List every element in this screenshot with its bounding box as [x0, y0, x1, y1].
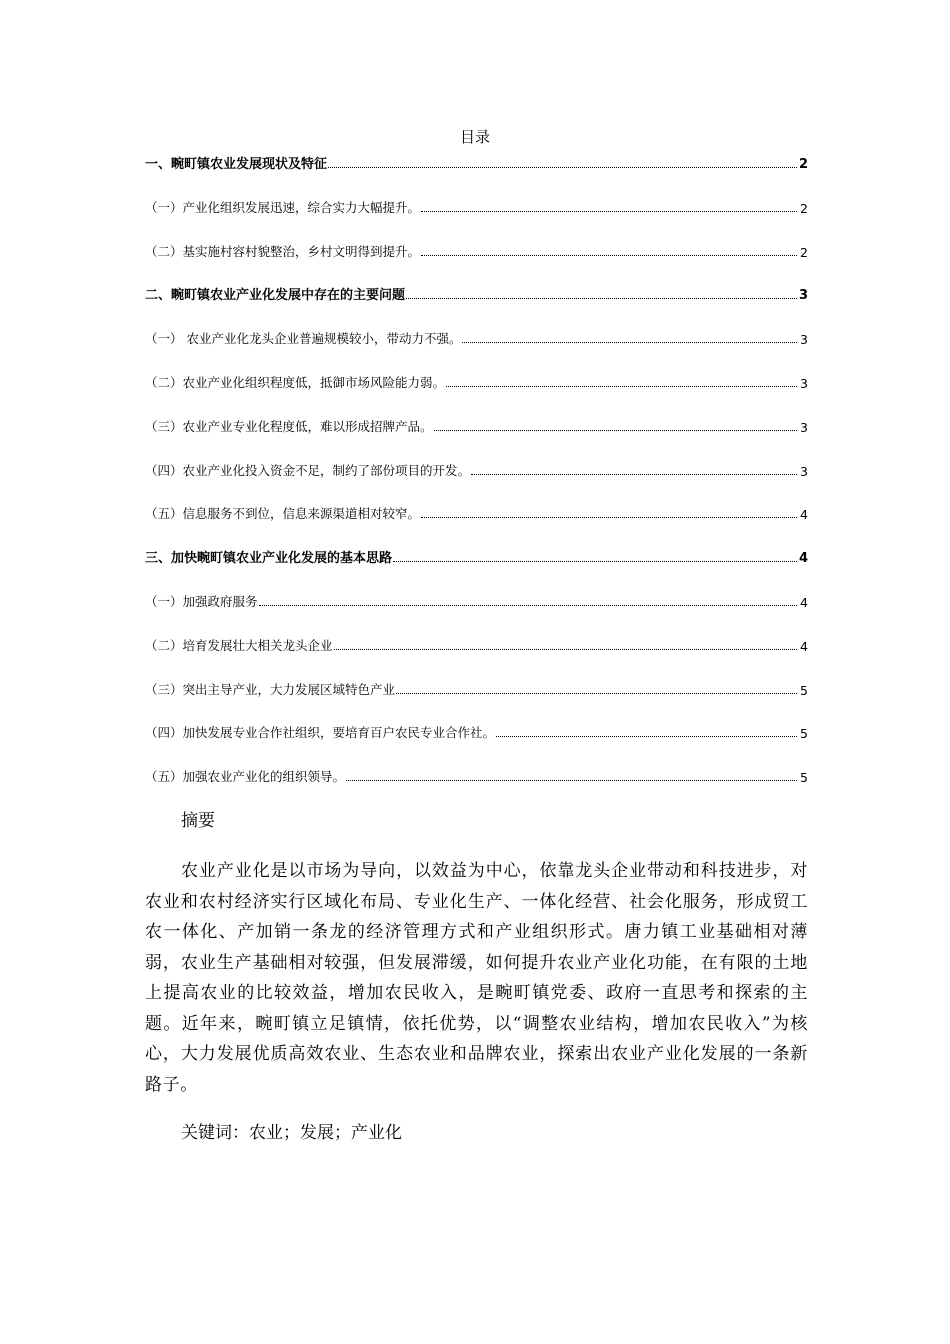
- toc-entry-label: （一）加强政府服务: [145, 593, 258, 609]
- toc-entry[interactable]: [145, 172, 808, 216]
- toc-entry[interactable]: [145, 435, 808, 479]
- toc-entry[interactable]: [145, 150, 808, 172]
- toc-leader-dots: [446, 386, 797, 387]
- toc-entry-page: 5: [800, 726, 808, 742]
- toc-entry-label: （五）加强农业产业化的组织领导。: [145, 769, 346, 785]
- toc-entry[interactable]: [145, 260, 808, 304]
- toc-entry-page: 2: [800, 200, 808, 216]
- toc-entry-label: （四）农业产业化投入资金不足，制约了部份项目的开发。: [145, 462, 471, 478]
- toc-leader-dots: [421, 211, 797, 212]
- toc-entry[interactable]: [145, 522, 808, 566]
- toc-leader-dots: [393, 561, 797, 562]
- toc-entry[interactable]: [145, 216, 808, 260]
- toc-entry-page: 3: [798, 288, 808, 304]
- toc-leader-dots: [259, 605, 797, 606]
- toc-entry-label: （二）培育发展壮大相关龙头企业: [145, 637, 333, 653]
- toc-entry-page: 4: [800, 638, 808, 654]
- toc-leader-dots: [396, 693, 797, 694]
- toc-title: 目录: [459, 128, 490, 146]
- toc-entry[interactable]: [145, 741, 808, 785]
- toc-leader-dots: [434, 430, 797, 431]
- toc-entry-page: 3: [800, 375, 808, 391]
- abstract-section: [145, 806, 808, 1148]
- toc-entry-label: （三）突出主导产业，大力发展区域特色产业: [145, 681, 396, 697]
- toc-entry-label: 二、畹町镇农业产业化发展中存在的主要问题: [145, 288, 406, 304]
- toc-entry[interactable]: [145, 303, 808, 347]
- toc-leader-dots: [334, 649, 797, 650]
- toc-entry-label: （二）基实施村容村貌整治，乡村文明得到提升。: [145, 243, 421, 259]
- toc-leader-dots: [328, 167, 797, 168]
- toc-leader-dots: [462, 342, 797, 343]
- toc-entry-label: （二）农业产业化组织程度低，抵御市场风险能力弱。: [145, 374, 446, 390]
- toc-entry[interactable]: [145, 391, 808, 435]
- toc-entry-page: 2: [798, 157, 808, 172]
- toc-leader-dots: [421, 517, 797, 518]
- toc-entry[interactable]: [145, 347, 808, 391]
- toc-entry-label: （一）产业化组织发展迅速，综合实力大幅提升。: [145, 199, 421, 215]
- toc-entry-page: 4: [800, 594, 808, 610]
- toc-entry-label: （四）加快发展专业合作社组织，要培育百户农民专业合作社。: [145, 725, 496, 741]
- toc-entry[interactable]: [145, 698, 808, 742]
- table-of-contents: [145, 150, 808, 785]
- toc-entry-page: 5: [800, 770, 808, 786]
- toc-entry[interactable]: [145, 566, 808, 610]
- toc-entry[interactable]: [145, 610, 808, 654]
- abstract-body: 农业产业化是以市场为导向，以效益为中心，依靠龙头企业带动和科技进步，对农业和农村经济实行区域化布局、专业化生产、一体化经营、社会化服务，形成贸工农一体化、产加销一条龙的经济管理方式和产业组织形式。唐力镇工业基础相对薄弱，农业生产基础相对较强，但发展滞缓，如何提升农业产业化功能，在有限的土地上提高农业的比较效益，增加农民收入，是畹町镇党委、政府一直思考和探索的主题。近年来，畹町镇立足镇情，依托优势，以“调整农业结构，增加农民收入”为核心，大力发展优质高效农业、生态农业和品牌农业，探索出农业产业化发展的一条新路子。: [145, 861, 808, 1095]
- toc-leader-dots: [421, 255, 797, 256]
- toc-leader-dots: [496, 736, 797, 737]
- toc-entry-label: 一、畹町镇农业发展现状及特征: [145, 157, 328, 172]
- toc-entry-label: （三）农业产业专业化程度低，难以形成招牌产品。: [145, 418, 433, 434]
- toc-leader-dots: [346, 780, 797, 781]
- toc-entry-label: （一） 农业产业化龙头企业普遍规模较小，带动力不强。: [145, 331, 462, 347]
- toc-entry-page: 4: [798, 551, 808, 567]
- toc-entry-label: （五）信息服务不到位，信息来源渠道相对较窄。: [145, 506, 421, 522]
- abstract-heading: 摘要: [181, 811, 215, 831]
- keywords-line: 关键词：农业；发展；产业化: [181, 1123, 402, 1143]
- toc-leader-dots: [406, 298, 797, 299]
- toc-entry[interactable]: [145, 654, 808, 698]
- toc-entry[interactable]: [145, 479, 808, 523]
- toc-entry-page: 3: [800, 419, 808, 435]
- toc-entry-page: 3: [800, 463, 808, 479]
- toc-entry-page: 4: [800, 507, 808, 523]
- toc-entry-label: 三、加快畹町镇农业产业化发展的基本思路: [145, 551, 393, 567]
- toc-entry-page: 2: [800, 244, 808, 260]
- toc-leader-dots: [471, 474, 797, 475]
- toc-entry-page: 5: [800, 682, 808, 698]
- toc-entry-page: 3: [800, 332, 808, 348]
